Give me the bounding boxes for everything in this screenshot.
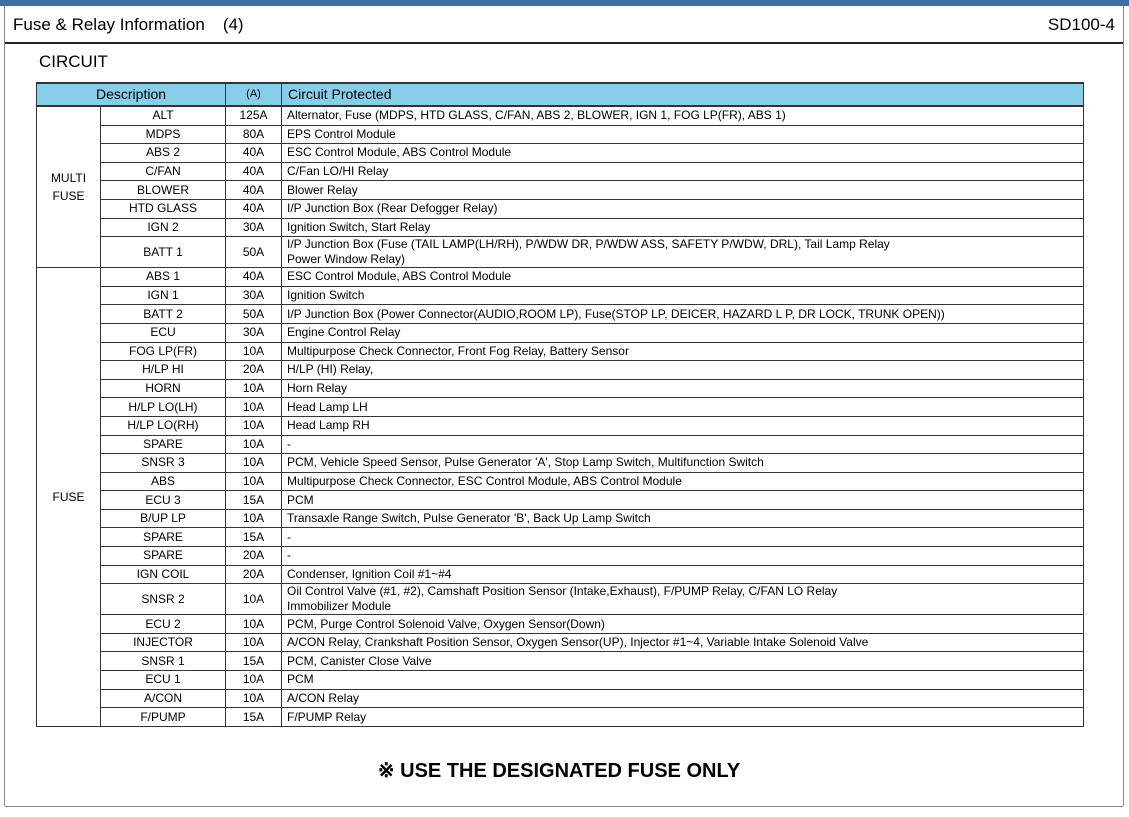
- fuse-name-cell: H/LP HI: [101, 361, 226, 380]
- fuse-name-cell: SNSR 2: [101, 584, 226, 615]
- fuse-name-cell: IGN 1: [101, 286, 226, 305]
- circuit-cell: [282, 342, 1084, 361]
- circuit-line: Head Lamp RH: [287, 418, 370, 433]
- circuit-line: ESC Control Module, ABS Control Module: [287, 269, 512, 284]
- circuit-line: Alternator, Fuse (MDPS, HTD GLASS, C/FAN, ABS 2, BLOWER, IGN 1, FOG LP(FR), ABS 1): [287, 108, 786, 123]
- page-title: [13, 15, 244, 35]
- fuse-name-cell: HTD GLASS: [101, 199, 226, 218]
- table-row: [37, 398, 1084, 417]
- amp-cell: 10A: [226, 379, 282, 398]
- amp-cell: 10A: [226, 633, 282, 652]
- amp-cell: 30A: [226, 218, 282, 237]
- circuit-cell: [282, 472, 1084, 491]
- table-row: [37, 199, 1084, 218]
- fuse-name-cell: ALT: [101, 106, 226, 125]
- circuit-line: A/CON Relay: [287, 690, 360, 705]
- circuit-line: Ignition Switch, Start Relay: [287, 219, 431, 234]
- fuse-name-cell: B/UP LP: [101, 509, 226, 528]
- circuit-line: I/P Junction Box (Power Connector(AUDIO,ROOM LP), Fuse(STOP LP, DEICER, HAZARD L P, DR LOCK, TRUNK OPEN)): [287, 306, 945, 321]
- amp-cell: 10A: [226, 689, 282, 708]
- fuse-name-cell: MDPS: [101, 125, 226, 144]
- circuit-cell: [282, 528, 1084, 547]
- col-header-circuit: Circuit Protected: [282, 83, 1084, 106]
- amp-cell: 10A: [226, 472, 282, 491]
- circuit-cell: [282, 125, 1084, 144]
- circuit-line: PCM: [287, 492, 314, 507]
- fuse-name-cell: H/LP LO(LH): [101, 398, 226, 417]
- amp-cell: 10A: [226, 671, 282, 690]
- circuit-cell: [282, 379, 1084, 398]
- circuit-cell: [282, 491, 1084, 510]
- circuit-cell: [282, 584, 1084, 615]
- circuit-line: EPS Control Module: [287, 126, 396, 141]
- circuit-cell: [282, 547, 1084, 566]
- table-row: [37, 286, 1084, 305]
- table-row: [37, 162, 1084, 181]
- circuit-line: PCM: [287, 672, 314, 687]
- table-row: [37, 633, 1084, 652]
- amp-cell: 15A: [226, 528, 282, 547]
- amp-cell: 30A: [226, 323, 282, 342]
- fuse-name-cell: F/PUMP: [101, 708, 226, 727]
- circuit-line: H/LP (HI) Relay,: [287, 362, 374, 377]
- circuit-cell: [282, 633, 1084, 652]
- amp-cell: 20A: [226, 361, 282, 380]
- table-row: [37, 584, 1084, 615]
- amp-cell: 40A: [226, 268, 282, 287]
- circuit-cell: [282, 144, 1084, 163]
- circuit-line: Transaxle Range Switch, Pulse Generator 'B', Back Up Lamp Switch: [287, 511, 651, 526]
- circuit-line: Engine Control Relay: [287, 325, 401, 340]
- table-row: [37, 305, 1084, 324]
- group-name-cell: [37, 106, 101, 268]
- circuit-line: Immobilizer Module: [287, 599, 392, 614]
- circuit-cell: [282, 615, 1084, 634]
- circuit-line: ESC Control Module, ABS Control Module: [287, 145, 512, 160]
- circuit-cell: [282, 162, 1084, 181]
- amp-cell: 80A: [226, 125, 282, 144]
- circuit-cell: [282, 106, 1084, 125]
- table-row: [37, 528, 1084, 547]
- table-body: [37, 106, 1084, 726]
- amp-cell: 10A: [226, 398, 282, 417]
- group-name-line1: MULTI: [50, 171, 87, 186]
- fuse-name-cell: SPARE: [101, 547, 226, 566]
- amp-cell: 10A: [226, 509, 282, 528]
- fuse-name-cell: ECU 1: [101, 671, 226, 690]
- circuit-line: Power Window Relay): [287, 252, 406, 267]
- table-row: [37, 379, 1084, 398]
- table-row: [37, 268, 1084, 287]
- circuit-line: PCM, Canister Close Valve: [287, 653, 432, 668]
- table-row: [37, 416, 1084, 435]
- table-row: [37, 237, 1084, 268]
- page-code: SD100-4: [1047, 15, 1115, 34]
- circuit-line: I/P Junction Box (Fuse (TAIL LAMP(LH/RH), P/WDW DR, P/WDW ASS, SAFETY P/WDW, DRL), Tail Lamp Relay: [287, 237, 890, 252]
- amp-cell: 40A: [226, 181, 282, 200]
- circuit-cell: [282, 416, 1084, 435]
- circuit-cell: [282, 199, 1084, 218]
- table-row: [37, 144, 1084, 163]
- circuit-line: Horn Relay: [287, 381, 348, 396]
- fuse-name-cell: ABS 1: [101, 268, 226, 287]
- fuse-name-cell: SNSR 3: [101, 454, 226, 473]
- circuit-line: F/PUMP Relay: [287, 709, 367, 724]
- amp-cell: 50A: [226, 305, 282, 324]
- circuit-cell: [282, 565, 1084, 584]
- fuse-name-cell: ABS: [101, 472, 226, 491]
- fuse-name-cell: C/FAN: [101, 162, 226, 181]
- circuit-line: PCM, Vehicle Speed Sensor, Pulse Generator 'A', Stop Lamp Switch, Multifunction Switch: [287, 455, 764, 470]
- circuit-cell: [282, 361, 1084, 380]
- amp-cell: 50A: [226, 237, 282, 268]
- amp-cell: 125A: [226, 106, 282, 125]
- circuit-line: Multipurpose Check Connector, Front Fog Relay, Battery Sensor: [287, 343, 629, 358]
- circuit-cell: [282, 286, 1084, 305]
- table-row: [37, 615, 1084, 634]
- table-row: [37, 454, 1084, 473]
- circuit-line: Blower Relay: [287, 182, 358, 197]
- circuit-cell: [282, 509, 1084, 528]
- fuse-name-cell: ABS 2: [101, 144, 226, 163]
- table-row: [37, 652, 1084, 671]
- table-row: [37, 361, 1084, 380]
- amp-cell: 15A: [226, 652, 282, 671]
- fuse-table: [36, 82, 1084, 727]
- amp-cell: 10A: [226, 584, 282, 615]
- fuse-name-cell: SPARE: [101, 435, 226, 454]
- table-header-row: [37, 83, 1084, 106]
- fuse-name-cell: ECU: [101, 323, 226, 342]
- amp-cell: 40A: [226, 199, 282, 218]
- group-name-line1: FUSE: [52, 489, 85, 504]
- fuse-name-cell: BATT 2: [101, 305, 226, 324]
- amp-cell: 40A: [226, 144, 282, 163]
- circuit-cell: [282, 708, 1084, 727]
- table-row: [37, 472, 1084, 491]
- amp-cell: 15A: [226, 491, 282, 510]
- table-row: [37, 323, 1084, 342]
- circuit-cell: [282, 454, 1084, 473]
- circuit-cell: [282, 323, 1084, 342]
- circuit-cell: [282, 689, 1084, 708]
- circuit-cell: [282, 218, 1084, 237]
- fuse-note: ※ USE THE DESIGNATED FUSE ONLY: [377, 760, 741, 782]
- circuit-line: Multipurpose Check Connector, ESC Control Module, ABS Control Module: [287, 473, 682, 488]
- circuit-line: PCM, Purge Control Solenoid Valve, Oxygen Sensor(Down): [287, 616, 605, 631]
- table-row: [37, 181, 1084, 200]
- page-title-number: (4): [222, 15, 244, 34]
- fuse-name-cell: INJECTOR: [101, 633, 226, 652]
- table-row: [37, 509, 1084, 528]
- fuse-name-cell: BLOWER: [101, 181, 226, 200]
- amp-cell: 20A: [226, 565, 282, 584]
- table-row: [37, 125, 1084, 144]
- circuit-line: -: [287, 436, 291, 451]
- amp-cell: 10A: [226, 435, 282, 454]
- amp-cell: 10A: [226, 454, 282, 473]
- circuit-cell: [282, 671, 1084, 690]
- table-row: [37, 689, 1084, 708]
- section-title: CIRCUIT: [39, 52, 108, 71]
- amp-cell: 15A: [226, 708, 282, 727]
- fuse-name-cell: ECU 2: [101, 615, 226, 634]
- circuit-line: C/Fan LO/HI Relay: [287, 164, 389, 179]
- table-row: [37, 671, 1084, 690]
- group-name-cell: [37, 268, 101, 727]
- fuse-name-cell: BATT 1: [101, 237, 226, 268]
- bottom-rule: [5, 806, 1123, 807]
- table-row: [37, 565, 1084, 584]
- amp-cell: 30A: [226, 286, 282, 305]
- circuit-line: Condenser, Ignition Coil #1~#4: [287, 566, 452, 581]
- fuse-name-cell: FOG LP(FR): [101, 342, 226, 361]
- table-row: [37, 491, 1084, 510]
- circuit-line: -: [287, 548, 291, 563]
- fuse-name-cell: SNSR 1: [101, 652, 226, 671]
- circuit-line: Head Lamp LH: [287, 399, 368, 414]
- amp-cell: 10A: [226, 615, 282, 634]
- table-row: [37, 218, 1084, 237]
- col-header-amp: (A): [226, 83, 282, 106]
- page-header: [5, 6, 1123, 44]
- fuse-name-cell: A/CON: [101, 689, 226, 708]
- fuse-name-cell: H/LP LO(RH): [101, 416, 226, 435]
- group-name-line2: FUSE: [52, 189, 85, 204]
- circuit-line: Ignition Switch: [287, 288, 365, 303]
- circuit-cell: [282, 181, 1084, 200]
- amp-cell: 10A: [226, 416, 282, 435]
- table-row: [37, 106, 1084, 125]
- circuit-cell: [282, 435, 1084, 454]
- circuit-cell: [282, 398, 1084, 417]
- table-row: [37, 708, 1084, 727]
- table-row: [37, 547, 1084, 566]
- table-row: [37, 435, 1084, 454]
- fuse-name-cell: HORN: [101, 379, 226, 398]
- circuit-line: I/P Junction Box (Rear Defogger Relay): [287, 201, 498, 216]
- fuse-name-cell: IGN COIL: [101, 565, 226, 584]
- table-row: [37, 342, 1084, 361]
- col-header-description: Description: [37, 83, 226, 106]
- circuit-cell: [282, 652, 1084, 671]
- fuse-name-cell: SPARE: [101, 528, 226, 547]
- amp-cell: 40A: [226, 162, 282, 181]
- circuit-cell: [282, 237, 1084, 268]
- circuit-cell: [282, 268, 1084, 287]
- fuse-name-cell: IGN 2: [101, 218, 226, 237]
- circuit-cell: [282, 305, 1084, 324]
- amp-cell: 10A: [226, 342, 282, 361]
- amp-cell: 20A: [226, 547, 282, 566]
- page-title-text: Fuse & Relay Information: [13, 15, 205, 34]
- circuit-line: Oil Control Valve (#1, #2), Camshaft Position Sensor (Intake,Exhaust), F/PUMP Relay, C/FAN LO Relay: [287, 584, 838, 599]
- circuit-line: -: [287, 529, 291, 544]
- circuit-line: A/CON Relay, Crankshaft Position Sensor, Oxygen Sensor(UP), Injector #1~4, Variable Intake Solenoid Valve: [287, 635, 869, 650]
- fuse-name-cell: ECU 3: [101, 491, 226, 510]
